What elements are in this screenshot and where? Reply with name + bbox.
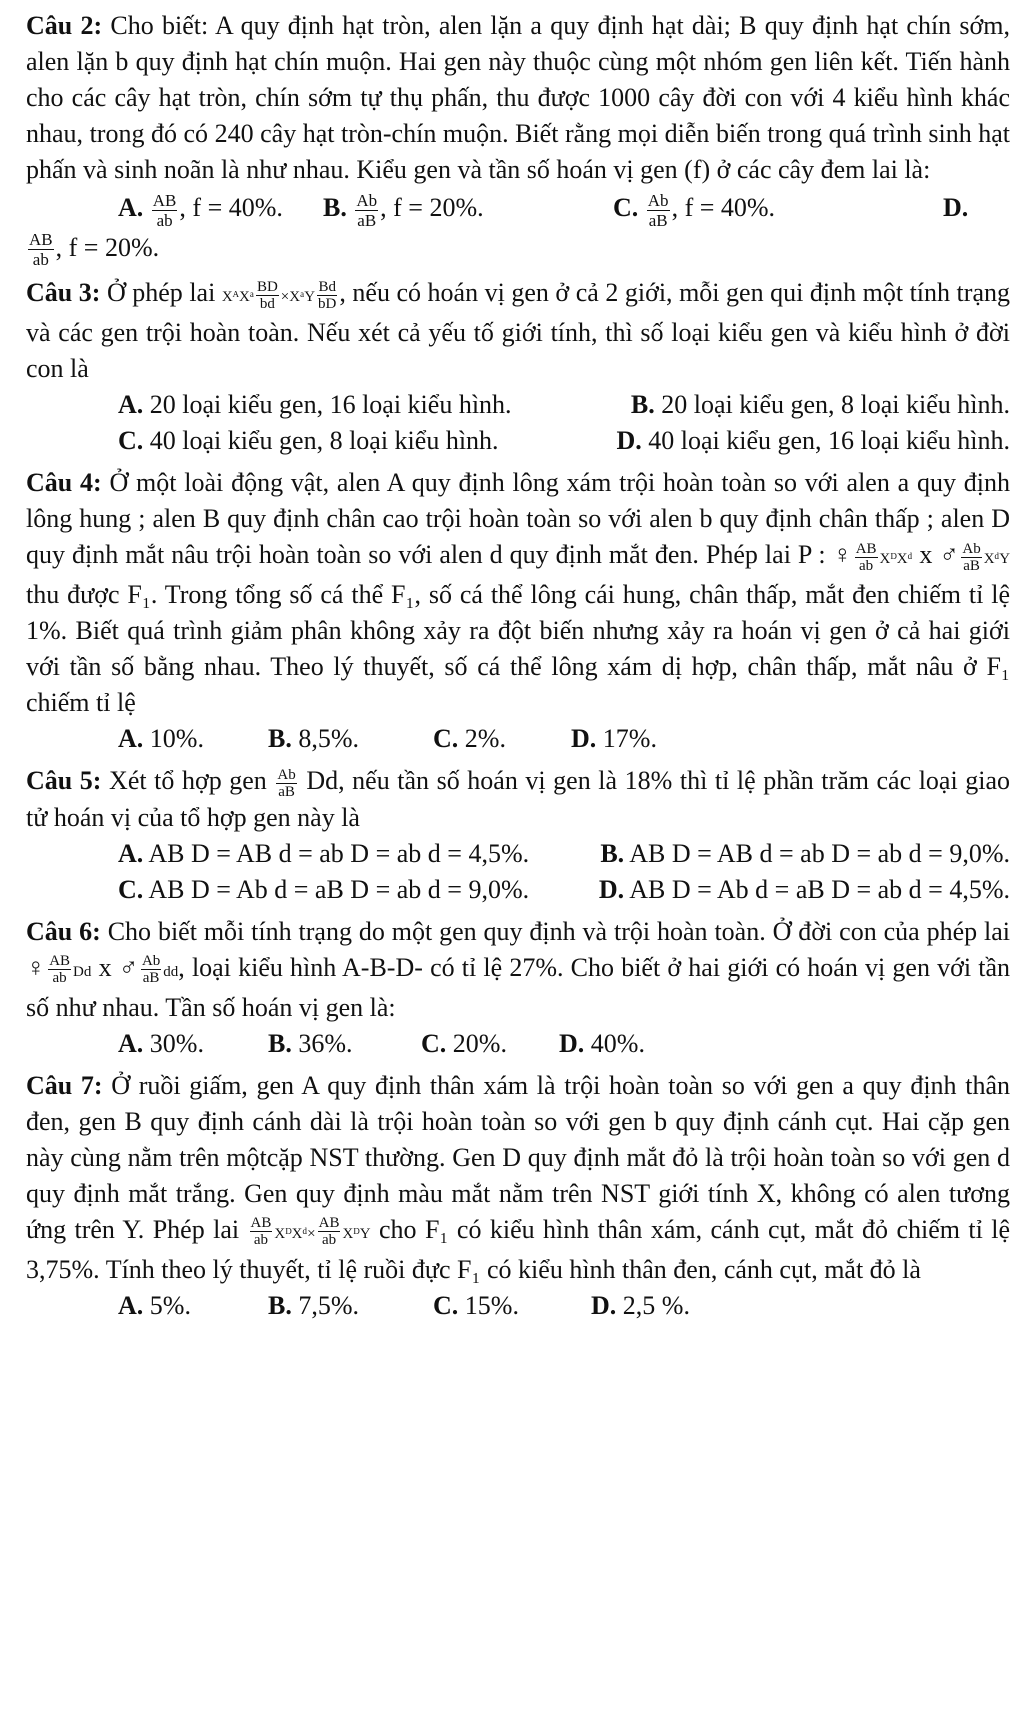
question-4: Câu 4: Ở một loài động vật, alen A quy định lông xám trội hoàn toàn so với alen a quy định lông hung ; alen B quy định chân cao trội hoàn toàn so với alen b quy định chân thấp ; alen D quy định mắt nâu trội hoàn toàn so với alen d quy định mắt đen. Phép lai P : ♀ $\frac{AB}{ab}$ XᴰXᵈ x ♂ $\frac{Ab}{aB}$ XᵈY thu được F₁. Trong tổng số cá thể F₁, số cá thể lông cái hung, chân thấp, mắt đen chiếm tỉ lệ 1%. Biết quá trình giảm phân không xảy ra đột biến nhưng xảy ra hoán vị gen ở cả hai giới với tần số bằng nhau. Theo lý thuyết, số cá thể lông xám dị hợp, chân thấp, mắt nâu ở F₁ chiếm tỉ lệ — [26, 468, 1011, 718]
genotype-fraction: $\frac{BD}{bd}$ — [256, 278, 278, 312]
option-c: C. AB D = Ab d = aB D = ab d = 9,0%. — [118, 874, 530, 904]
option-a: A. 5%. — [118, 1290, 191, 1320]
genotype-fraction: $\frac{Ab}{aB}$ — [277, 766, 296, 800]
question-5-label: Câu 5: — [26, 766, 102, 796]
option-c: C. 15%. — [433, 1290, 519, 1320]
genotype-fraction: $\frac{AB}{ab}$ — [152, 190, 177, 230]
option-b: B. 36%. — [268, 1028, 353, 1058]
question-2-text: Cho biết: A quy định hạt tròn, alen lặn a quy định hạt dài; B quy định hạt chín sớm, alen lặn b quy định hạt chín muộn. Hai gen này thuộc cùng một nhóm gen liên kết. Tiến hành cho các cây hạt tròn, chín sớm tự thụ phấn, thu được 1000 cây đời con với 4 kiểu hình khác nhau, trong đó có 240 cây hạt tròn-chín muộn. Biết rằng mọi diễn biến trong quá trình sinh hạt phấn và sinh noãn là như nhau. Kiểu gen và tần số hoán vị gen (f) ở các cây đem lai là: — [26, 11, 1010, 184]
genotype-fraction: $\frac{AB}{ab}$ — [250, 1215, 272, 1249]
genotype-fraction: $\frac{Ab}{aB}$ — [141, 953, 161, 987]
option-a: A. AB D = AB d = ab D = ab d = 4,5%. — [118, 838, 530, 868]
option-a: A. 20 loại kiểu gen, 16 loại kiểu hình. — [118, 390, 512, 420]
question-2-label: Câu 2: — [26, 11, 103, 40]
genotype-fraction: $\frac{Ab}{aB}$ — [962, 540, 981, 574]
question-6: Câu 6: Cho biết mỗi tính trạng do một gen quy định và trội hoàn toàn. Ở đời con của phép lai ♀ $\frac{AB}{ab}$ Dd x ♂ $\frac{Ab}{aB}$ dd, loại kiểu hình A-B-D- có tỉ lệ 27%. Cho biết ở hai giới có hoán vị gen với tần số như nhau. Tần số hoán vị gen là: — [26, 916, 1011, 1022]
option-d: D. 40 loại kiểu gen, 16 loại kiểu hình. — [616, 426, 1010, 456]
female-symbol: ♀ — [26, 952, 47, 982]
question-6-label: Câu 6: — [26, 916, 101, 946]
question-3-label: Câu 3: — [26, 278, 101, 308]
option-b: B. 20 loại kiểu gen, 8 loại kiểu hình. — [630, 390, 1010, 420]
question-2 — [26, 8, 1010, 188]
option-d: D. 2,5 %. — [591, 1290, 690, 1320]
option-a: A. 10%. — [118, 724, 204, 754]
question-4-options — [26, 721, 1010, 757]
option-b: B. AB D = AB d = ab D = ab d = 9,0%. — [600, 838, 1010, 868]
option-c: C. 40 loại kiểu gen, 8 loại kiểu hình. — [118, 426, 499, 456]
option-a: A. $\frac{AB}{ab}$ , f = 40%. — [118, 190, 283, 230]
female-symbol: ♀ — [832, 540, 853, 570]
option-b: B. 7,5%. — [268, 1290, 360, 1320]
option-c: C. 20%. — [421, 1028, 507, 1058]
genotype-fraction: $\frac{Bd}{bD}$ — [318, 278, 337, 312]
genotype-fraction: $\frac{Ab}{aB}$ — [647, 190, 669, 230]
option-d: $\frac{AB}{ab}$ , f = 20%. — [29, 230, 160, 270]
option-b: B. $\frac{Ab}{aB}$ , f = 20%. — [323, 190, 484, 230]
question-3: Câu 3: Ở phép lai XᴬXᵃ $\frac{BD}{bd}$ ×XᵃY $\frac{Bd}{bD}$ , nếu có hoán vị gen ở cả 2 giới, mỗi gen qui định một tính trạng và các gen trội hoàn toàn. Nếu xét cả yếu tố giới tính, thì số loại kiểu gen và kiểu hình ở đời con là — [26, 278, 1010, 384]
male-symbol: ♂ — [939, 540, 960, 570]
question-7: Câu 7: Ở ruồi giấm, gen A quy định thân xám là trội hoàn toàn so với gen a quy định thân đen, gen B quy định cánh dài là trội hoàn toàn so với gen b quy định cánh cụt. Hai cặp gen này cùng nằm trên mộtcặp NST thường. Gen D quy định mắt đỏ là trội hoàn toàn so với gen d quy định mắt trắng. Gen quy định màu mắt nằm trên NST giới tính X, không có alen tương ứng trên Y. Phép lai $\frac{AB}{ab}$ XᴰXᵈ× $\frac{AB}{ab}$ XᴰY cho F₁ có kiểu hình thân xám, cánh cụt, mắt đỏ chiếm tỉ lệ 3,75%. Tính theo lý thuyết, tỉ lệ ruồi đực F₁ có kiểu hình thân đen, cánh cụt, mắt đỏ là — [26, 1070, 1011, 1284]
genotype-fraction: $\frac{AB}{ab}$ — [29, 230, 53, 270]
option-b: B. 8,5%. — [268, 724, 360, 754]
genotype-fraction: $\frac{AB}{ab}$ — [318, 1215, 340, 1249]
option-d: D. 40%. — [559, 1028, 645, 1058]
question-4-label: Câu 4: — [26, 468, 102, 498]
option-c: C. $\frac{Ab}{aB}$ , f = 40%. — [613, 190, 776, 230]
question-6-options — [26, 1026, 1010, 1062]
question-3-options — [26, 387, 1010, 459]
question-5: Câu 5: Xét tổ hợp gen $\frac{Ab}{aB}$ Dd, nếu tần số hoán vị gen là 18% thì tỉ lệ phần trăm các loại giao tử hoán vị của tổ hợp gen này là — [26, 766, 1011, 832]
option-a: A. 30%. — [118, 1028, 204, 1058]
genotype-fraction: $\frac{AB}{ab}$ — [49, 953, 71, 987]
genotype-fraction: $\frac{AB}{ab}$ — [855, 540, 877, 574]
question-2-options — [26, 190, 1010, 230]
question-5-options — [26, 836, 1010, 908]
male-symbol: ♂ — [118, 952, 139, 982]
genotype-fraction: $\frac{Ab}{aB}$ — [356, 190, 378, 230]
option-d: D. AB D = Ab d = aB D = ab d = 4,5%. — [598, 874, 1010, 904]
question-7-options — [26, 1288, 1010, 1324]
option-d-label: D. — [943, 193, 969, 222]
question-7-label: Câu 7: — [26, 1070, 103, 1100]
option-c: C. 2%. — [433, 724, 506, 754]
option-d: D. 17%. — [571, 724, 657, 754]
